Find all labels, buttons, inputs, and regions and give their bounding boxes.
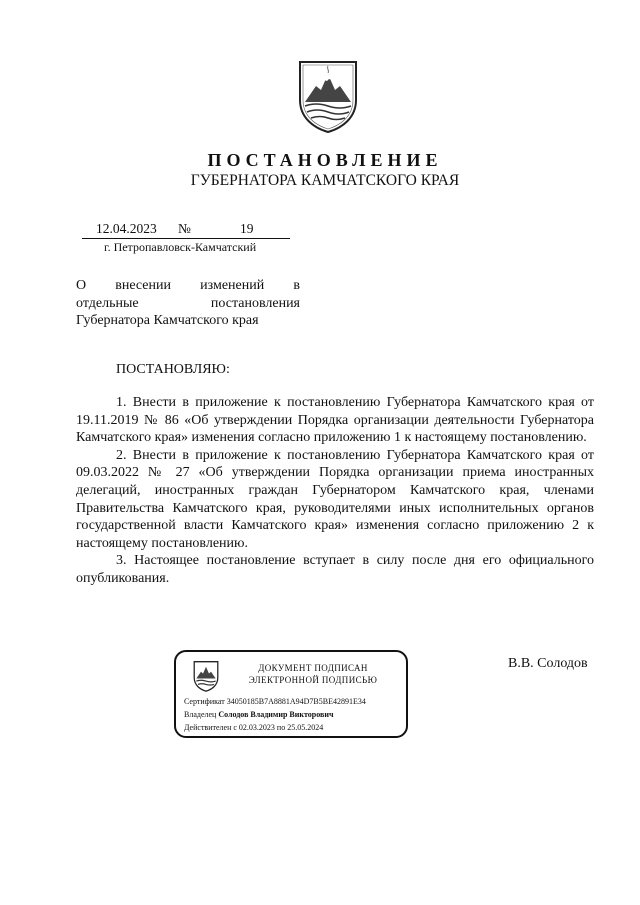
stamp-owner <box>184 710 333 719</box>
stamp-validity <box>184 723 323 732</box>
subject-line: Губернатора Камчатского края <box>76 313 259 328</box>
coat-of-arms-icon <box>192 660 220 692</box>
body-paragraph: 2. Внести в приложение к постановлению Губернатора Камчатского края от 09.03.2022 № 27 «Об утверждении Порядка организации приема иностранных делегаций, иностранных граждан Губернатором Камчатского края, членами Правительства Камчатского края, руководителями иных исполнительных органов государственной власти Камчатского края» изменения согласно приложению 2 к настоящему постановлению. <box>76 447 594 551</box>
valid-to-label: по <box>276 723 286 732</box>
signer-name: В.В. Солодов <box>508 656 588 671</box>
stamp-certificate <box>184 697 366 706</box>
document-city: г. Петропавловск-Камчатский <box>104 240 257 254</box>
date-underline <box>82 238 290 239</box>
document-subject <box>76 277 300 330</box>
document-number: 19 <box>240 221 254 236</box>
subject-line: отдельные постановления <box>76 295 300 311</box>
document-body <box>76 394 594 588</box>
stamp-title-line: ДОКУМЕНТ ПОДПИСАН <box>258 663 368 673</box>
electronic-signature-stamp <box>174 650 408 738</box>
resolve-heading: ПОСТАНОВЛЯЮ: <box>116 362 230 377</box>
certificate-label: Сертификат <box>184 697 225 706</box>
stamp-title-line: ЭЛЕКТРОННОЙ ПОДПИСЬЮ <box>248 675 378 685</box>
subject-line: О внесении изменений в <box>76 278 300 293</box>
certificate-value: 34050185B7A8881A94D7B5BE42891E34 <box>226 697 366 706</box>
owner-label: Владелец <box>184 710 217 719</box>
owner-value: Солодов Владимир Викторович <box>218 710 334 719</box>
stamp-title <box>222 662 404 686</box>
body-paragraph: 3. Настоящее постановление вступает в силу после дня его официального опубликования. <box>76 553 594 586</box>
valid-from: 02.03.2023 <box>238 723 275 732</box>
issuer-title: ГУБЕРНАТОРА КАМЧАТСКОГО КРАЯ <box>190 172 460 189</box>
valid-label: Действителен с <box>184 723 237 732</box>
number-sign: № <box>178 221 191 236</box>
body-paragraph: 1. Внести в приложение к постановлению Губернатора Камчатского края от 19.11.2019 № 86 «Об утверждении Порядка организации деятельности Губернатора Камчатского края» изменения согласно приложению 1 к настоящему постановлению. <box>76 395 594 446</box>
document-date: 12.04.2023 <box>96 221 157 236</box>
document-type-title: ПОСТАНОВЛЕНИЕ <box>207 150 443 170</box>
valid-to: 25.05.2024 <box>287 723 324 732</box>
coat-of-arms-icon <box>296 58 360 134</box>
